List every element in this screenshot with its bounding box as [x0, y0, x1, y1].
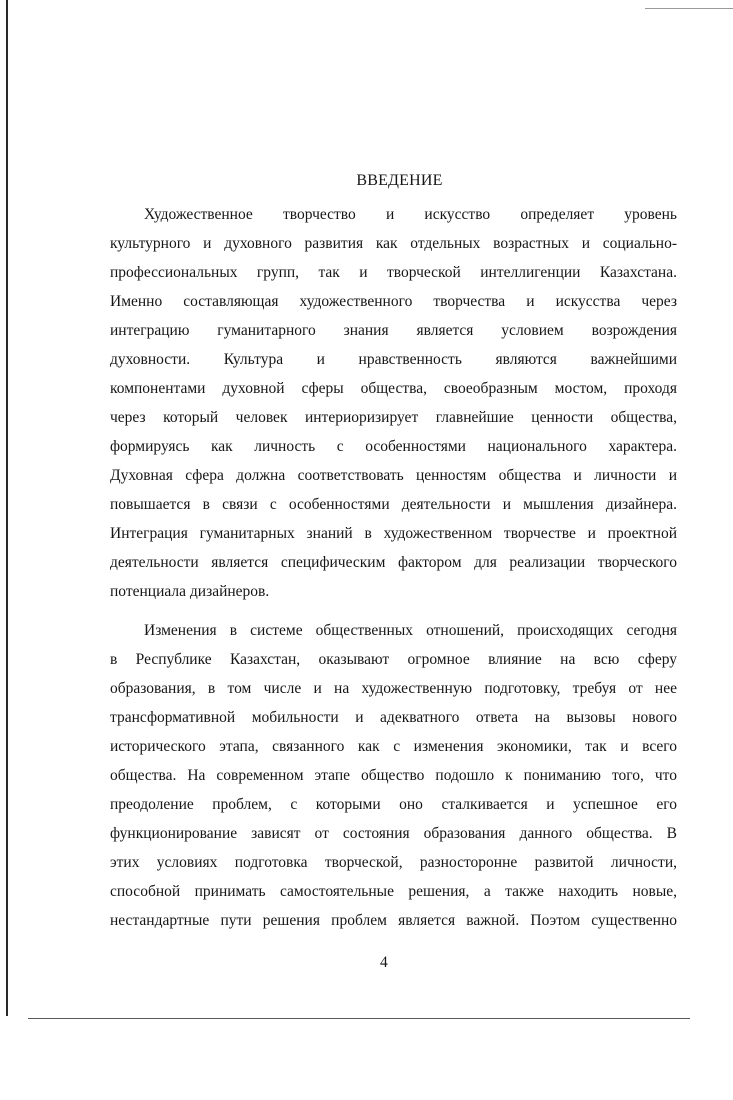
text-line: формируясь как личность с особенностями национального характера. [110, 438, 677, 455]
text-line: преодоление проблем, с которыми оно сталкивается и успешное его [110, 796, 677, 813]
text-line: исторического этапа, связанного как с изменения экономики, так и всего [110, 738, 677, 755]
text-line: трансформативной мобильности и адекватного ответа на вызовы нового [110, 709, 677, 726]
text-line: образования, в том числе и на художественную подготовку, требуя от нее [110, 680, 677, 697]
paragraph-1 [110, 200, 677, 606]
text-line: Интеграция гуманитарных знаний в художественном творчестве и проектной [110, 525, 677, 542]
paragraph-2 [110, 616, 677, 935]
text-line: в Республике Казахстан, оказывают огромное влияние на всю сферу [110, 651, 677, 668]
page-number: 4 [380, 954, 388, 971]
text-line: духовности. Культура и нравственность являются важнейшими [110, 351, 677, 368]
text-line: способной принимать самостоятельные решения, а также находить новые, [110, 883, 677, 900]
text-line: профессиональных групп, так и творческой интеллигенции Казахстана. [110, 264, 677, 281]
text-line: общества. На современном этапе общество подошло к пониманию того, что [110, 767, 677, 784]
text-line: деятельности является специфическим фактором для реализации творческого [110, 554, 677, 571]
text-line: Изменения в системе общественных отношений, происходящих сегодня [144, 622, 677, 639]
text-line: потенциала дизайнеров. [110, 583, 270, 600]
text-line: повышается в связи с особенностями деятельности и мышления дизайнера. [110, 496, 677, 513]
scan-bottom-line [28, 1018, 690, 1019]
scan-top-line [645, 8, 733, 9]
text-line: Художественное творчество и искусство определяет уровень [144, 206, 677, 223]
text-line: этих условиях подготовка творческой, разносторонне развитой личности, [110, 854, 677, 871]
text-line: Духовная сфера должна соответствовать ценностям общества и личности и [110, 467, 677, 484]
page-body [110, 168, 677, 935]
text-line: через который человек интериоризирует главнейшие ценности общества, [110, 409, 677, 426]
page-title: ВВЕДЕНИЕ [356, 172, 443, 189]
scan-left-border [6, 0, 8, 1016]
text-line: интеграцию гуманитарного знания является условием возрождения [110, 322, 677, 339]
text-line: функционирование зависят от состояния образования данного общества. В [110, 825, 677, 842]
text-line: нестандартные пути решения проблем является важной. Поэтом существенно [110, 912, 677, 929]
text-line: культурного и духовного развития как отдельных возрастных и социально- [110, 235, 677, 252]
text-line: компонентами духовной сферы общества, своеобразным мостом, проходя [110, 380, 677, 397]
text-line: Именно составляющая художественного творчества и искусства через [110, 293, 677, 310]
